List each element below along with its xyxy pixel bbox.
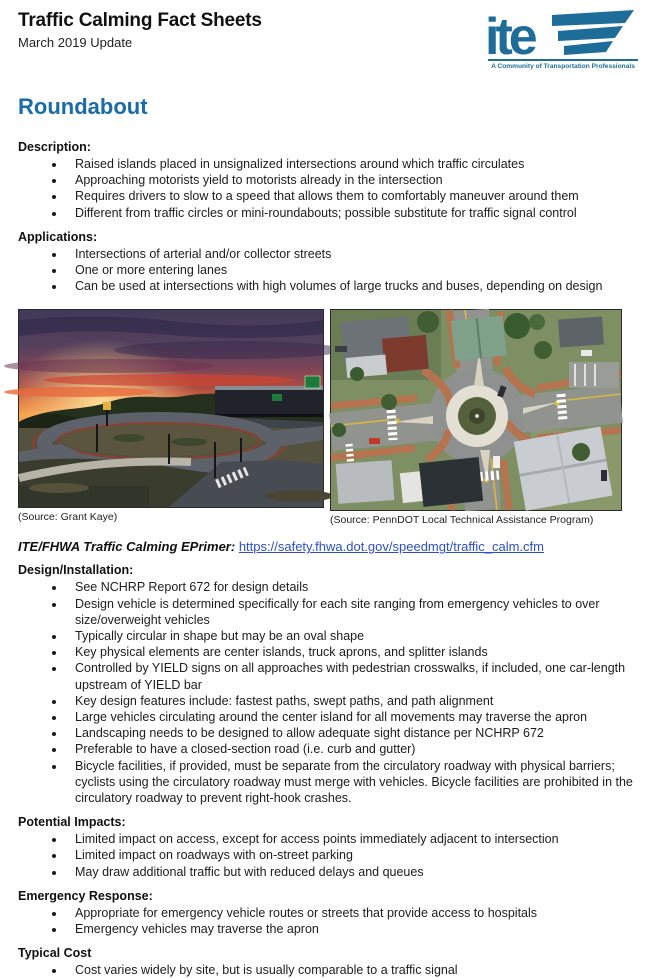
figures-row bbox=[18, 309, 638, 526]
page-title: Traffic Calming Fact Sheets bbox=[18, 10, 262, 31]
section-heading: Design/Installation: bbox=[18, 563, 134, 578]
section-heading: Emergency Response: bbox=[18, 888, 153, 903]
ite-logo-tagline: A Community of Transportation Professionals bbox=[488, 59, 638, 70]
ite-logo-stripe-top bbox=[552, 10, 634, 26]
figure-caption: (Source: PennDOT Local Technical Assistance Program) bbox=[330, 514, 594, 527]
bullet-item: • Cost varies widely by site, but is usually comparable to a traffic signal bbox=[66, 962, 638, 978]
bullet-item: • Design vehicle is determined specifically for each site ranging from emergency vehicles to over size/overweight vehicles bbox=[66, 596, 638, 628]
bullet-item: • May draw additional traffic but with reduced delays and queues bbox=[66, 864, 638, 880]
bullet-list bbox=[18, 579, 638, 806]
section-typical-cost bbox=[18, 946, 638, 978]
ite-logo-icon bbox=[485, 8, 636, 66]
bullet-item: • Key physical elements are center islands, truck aprons, and splitter islands bbox=[66, 644, 638, 660]
sunset-roundabout-photo bbox=[18, 309, 324, 508]
page-subtitle: March 2019 Update bbox=[18, 35, 133, 50]
page-header bbox=[18, 8, 638, 70]
figure-caption: (Source: Grant Kaye) bbox=[18, 511, 118, 524]
header-titles bbox=[18, 8, 262, 50]
figure-sunset bbox=[18, 309, 324, 523]
bullet-item: • Appropriate for emergency vehicle routes or streets that provide access to hospitals bbox=[66, 905, 638, 921]
section-applications bbox=[18, 230, 638, 295]
bullet-item: • One or more entering lanes bbox=[66, 262, 638, 278]
bullet-list bbox=[18, 246, 638, 295]
bullet-item: • Intersections of arterial and/or collector streets bbox=[66, 246, 638, 262]
bullet-item: • Approaching motorists yield to motorists already in the intersection bbox=[66, 172, 638, 188]
bullet-item: • Landscaping needs to be designed to allow adequate sight distance per NCHRP 672 bbox=[66, 725, 638, 741]
ite-logo-stripe-bottom bbox=[564, 41, 613, 55]
section-design-installation bbox=[18, 563, 638, 806]
bullet-list bbox=[18, 831, 638, 880]
ite-logo-text: ite bbox=[485, 8, 534, 66]
section-heading: Description: bbox=[18, 140, 91, 154]
bullet-item: • Limited impact on access, except for access points immediately adjacent to intersection bbox=[66, 831, 638, 847]
bullet-item: • Controlled by YIELD signs on all approaches with pedestrian crosswalks, if included, one car-length upstream of YIELD bar bbox=[66, 660, 638, 692]
figure-aerial bbox=[330, 309, 622, 526]
section-heading: Typical Cost bbox=[18, 946, 92, 961]
bullet-item: • See NCHRP Report 672 for design details bbox=[66, 579, 638, 595]
bullet-item: • Requires drivers to slow to a speed that allows them to comfortably maneuver around them bbox=[66, 188, 638, 204]
section-heading: Potential Impacts: bbox=[18, 815, 126, 830]
aerial-roundabout-photo bbox=[330, 309, 622, 511]
ite-logo bbox=[485, 8, 638, 70]
bullet-item: • Key design features include: fastest paths, swept paths, and path alignment bbox=[66, 693, 638, 709]
section-description bbox=[18, 140, 638, 221]
bullet-item: • Large vehicles circulating around the center island for all movements may traverse the apron bbox=[66, 709, 638, 725]
eprimer-line bbox=[18, 539, 638, 554]
bullet-list bbox=[18, 905, 638, 937]
bullet-item: • Emergency vehicles may traverse the apron bbox=[66, 921, 638, 937]
section-emergency-response bbox=[18, 889, 638, 937]
doc-title: Roundabout bbox=[18, 94, 148, 119]
bullet-list bbox=[18, 962, 638, 978]
eprimer-label: ITE/FHWA Traffic Calming EPrimer: bbox=[18, 539, 236, 555]
bullet-item: • Bicycle facilities, if provided, must be separate from the circulatory roadway with physical barriers; cyclists using the circulatory roadway must merge with vehicles. Bicycle facilities are prohibited in the circulatory roadway to prevent right-hook crashes. bbox=[66, 758, 638, 807]
bullet-item: • Typically circular in shape but may be an oval shape bbox=[66, 628, 638, 644]
bullet-item: • Preferable to have a closed-section road (i.e. curb and gutter) bbox=[66, 741, 638, 757]
ite-logo-stripe-middle bbox=[558, 26, 623, 41]
bullet-item: • Raised islands placed in unsignalized intersections around which traffic circulates bbox=[66, 156, 638, 172]
bullet-item: • Can be used at intersections with high volumes of large trucks and buses, depending on design bbox=[66, 278, 638, 294]
section-potential-impacts bbox=[18, 815, 638, 880]
bullet-item: • Limited impact on roadways with on-street parking bbox=[66, 847, 638, 863]
bullet-list bbox=[18, 156, 638, 221]
section-heading: Applications: bbox=[18, 229, 98, 244]
bullet-item: • Different from traffic circles or mini-roundabouts; possible substitute for traffic signal control bbox=[66, 205, 638, 221]
eprimer-link[interactable]: https://safety.fhwa.dot.gov/speedmgt/traffic_calm.cfm bbox=[238, 539, 544, 555]
